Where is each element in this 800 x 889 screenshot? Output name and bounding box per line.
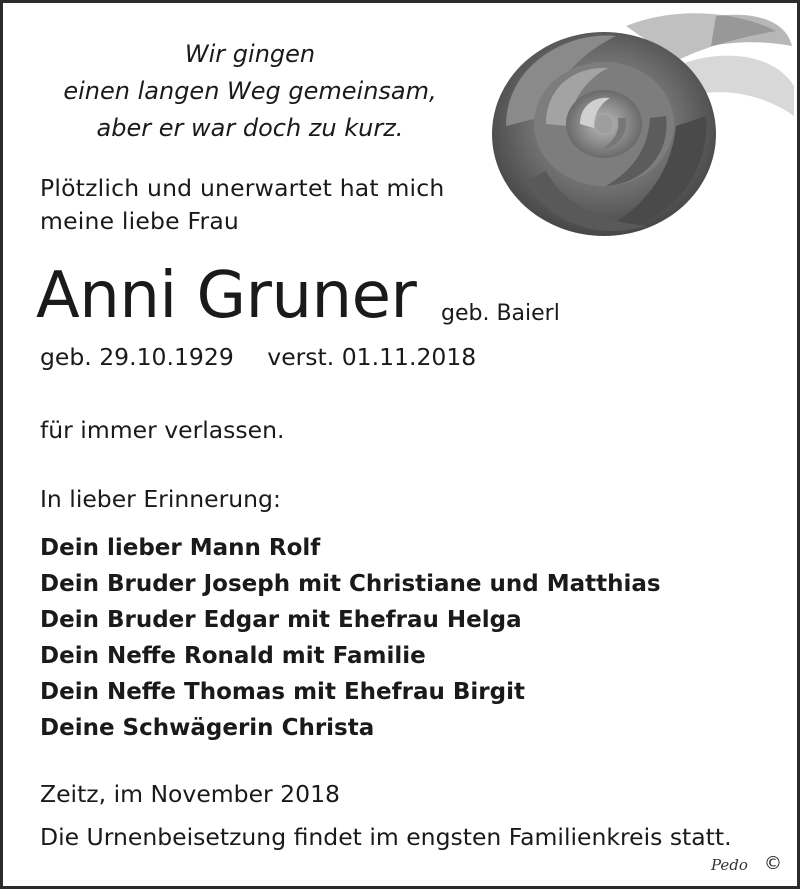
intro-line-2: meine liebe Frau — [40, 207, 240, 235]
mourner-item: Dein Bruder Edgar mit Ehefrau Helga — [40, 607, 522, 633]
mourner-list — [40, 530, 661, 746]
rose-image — [476, 6, 794, 250]
copyright-icon: © — [764, 853, 782, 874]
intro-line-1: Plötzlich und unerwartet hat mich — [40, 174, 445, 202]
verse-line-3: aber er war doch zu kurz. — [96, 114, 404, 142]
left-text: für immer verlassen. — [40, 416, 285, 444]
verse-line-2: einen langen Weg gemeinsam, — [63, 77, 437, 105]
mourner-item: Dein Neffe Ronald mit Familie — [40, 643, 426, 669]
maiden-name: geb. Baierl — [441, 301, 560, 326]
mourner-item: Deine Schwägerin Christa — [40, 715, 375, 741]
verse-line-1: Wir gingen — [184, 40, 316, 68]
life-dates — [40, 343, 476, 371]
birth-date: geb. 29.10.1929 — [40, 343, 234, 371]
mourner-item: Dein Bruder Joseph mit Christiane und Matthias — [40, 571, 661, 597]
burial-note: Die Urnenbeisetzung findet im engsten Familienkreis statt. — [40, 823, 732, 851]
intro-text — [40, 172, 445, 238]
death-date: verst. 01.11.2018 — [267, 343, 477, 371]
designer-credit: Pedo — [711, 856, 748, 874]
memory-heading: In lieber Erinnerung: — [40, 485, 281, 513]
mourner-item: Dein lieber Mann Rolf — [40, 535, 321, 561]
poem-verse — [40, 36, 460, 147]
mourner-item: Dein Neffe Thomas mit Ehefrau Birgit — [40, 679, 525, 705]
deceased-name: Anni Gruner — [36, 259, 417, 333]
place-date: Zeitz, im November 2018 — [40, 780, 340, 808]
